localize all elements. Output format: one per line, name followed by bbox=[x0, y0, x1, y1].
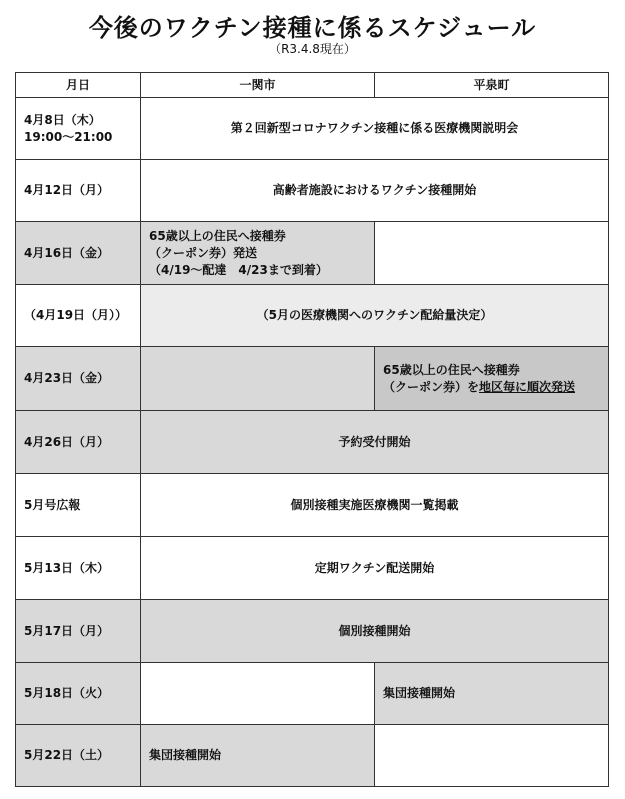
cell-line bbox=[383, 379, 600, 396]
row-date: 5月17日（月） bbox=[16, 600, 141, 663]
cell-text: （クーポン券）を bbox=[383, 379, 480, 394]
row-date: 4月23日（金） bbox=[16, 347, 141, 411]
table-row bbox=[16, 411, 609, 474]
row-date-line: 4月8日（木） bbox=[24, 112, 101, 127]
table-row bbox=[16, 347, 609, 411]
row-hiraizumi-cell bbox=[375, 725, 609, 787]
cell-line: （クーポン券）発送 bbox=[149, 245, 258, 260]
table-row bbox=[16, 474, 609, 537]
row-ichinoseki-cell bbox=[141, 663, 375, 725]
cell-line: （4/19～配達 4/23まで到着） bbox=[149, 262, 328, 277]
row-ichinoseki-cell bbox=[141, 347, 375, 411]
table-row bbox=[16, 663, 609, 725]
table-row bbox=[16, 222, 609, 285]
table-row bbox=[16, 160, 609, 222]
table-row bbox=[16, 725, 609, 787]
row-ichinoseki-cell bbox=[141, 222, 375, 285]
row-event: （5月の医療機関へのワクチン配給量決定） bbox=[141, 285, 609, 347]
row-event: 定期ワクチン配送開始 bbox=[141, 537, 609, 600]
row-event: 個別接種実施医療機関一覧掲載 bbox=[141, 474, 609, 537]
header-hiraizumi: 平泉町 bbox=[375, 73, 609, 98]
row-date: 5月号広報 bbox=[16, 474, 141, 537]
row-date: 4月12日（月） bbox=[16, 160, 141, 222]
header-ichinoseki: 一関市 bbox=[141, 73, 375, 98]
cell-line: 65歳以上の住民へ接種券 bbox=[149, 228, 286, 243]
row-ichinoseki-cell: 集団接種開始 bbox=[141, 725, 375, 787]
row-date bbox=[16, 98, 141, 160]
table-row bbox=[16, 98, 609, 160]
row-date: （4月19日（月）） bbox=[16, 285, 141, 347]
schedule-table bbox=[15, 72, 609, 787]
row-hiraizumi-cell: 集団接種開始 bbox=[375, 663, 609, 725]
cell-text-underlined: 地区毎に順次発送 bbox=[479, 379, 576, 394]
header-date: 月日 bbox=[16, 73, 141, 98]
table-row bbox=[16, 285, 609, 347]
header-row bbox=[16, 73, 609, 98]
page-title: 今後のワクチン接種に係るスケジュール bbox=[88, 14, 537, 42]
row-date: 4月16日（金） bbox=[16, 222, 141, 285]
row-date: 5月13日（木） bbox=[16, 537, 141, 600]
row-hiraizumi-cell bbox=[375, 222, 609, 285]
page-subtitle: （R3.4.8現在） bbox=[269, 42, 356, 56]
row-event: 第２回新型コロナワクチン接種に係る医療機関説明会 bbox=[141, 98, 609, 160]
row-date: 4月26日（月） bbox=[16, 411, 141, 474]
row-time-line: 19:00～21:00 bbox=[24, 129, 113, 144]
row-date: 5月18日（火） bbox=[16, 663, 141, 725]
row-date: 5月22日（土） bbox=[16, 725, 141, 787]
cell-line: 65歳以上の住民へ接種券 bbox=[383, 362, 520, 377]
table-row bbox=[16, 537, 609, 600]
row-event: 個別接種開始 bbox=[141, 600, 609, 663]
row-hiraizumi-cell bbox=[375, 347, 609, 411]
row-event: 高齢者施設におけるワクチン接種開始 bbox=[141, 160, 609, 222]
table-row bbox=[16, 600, 609, 663]
row-event: 予約受付開始 bbox=[141, 411, 609, 474]
